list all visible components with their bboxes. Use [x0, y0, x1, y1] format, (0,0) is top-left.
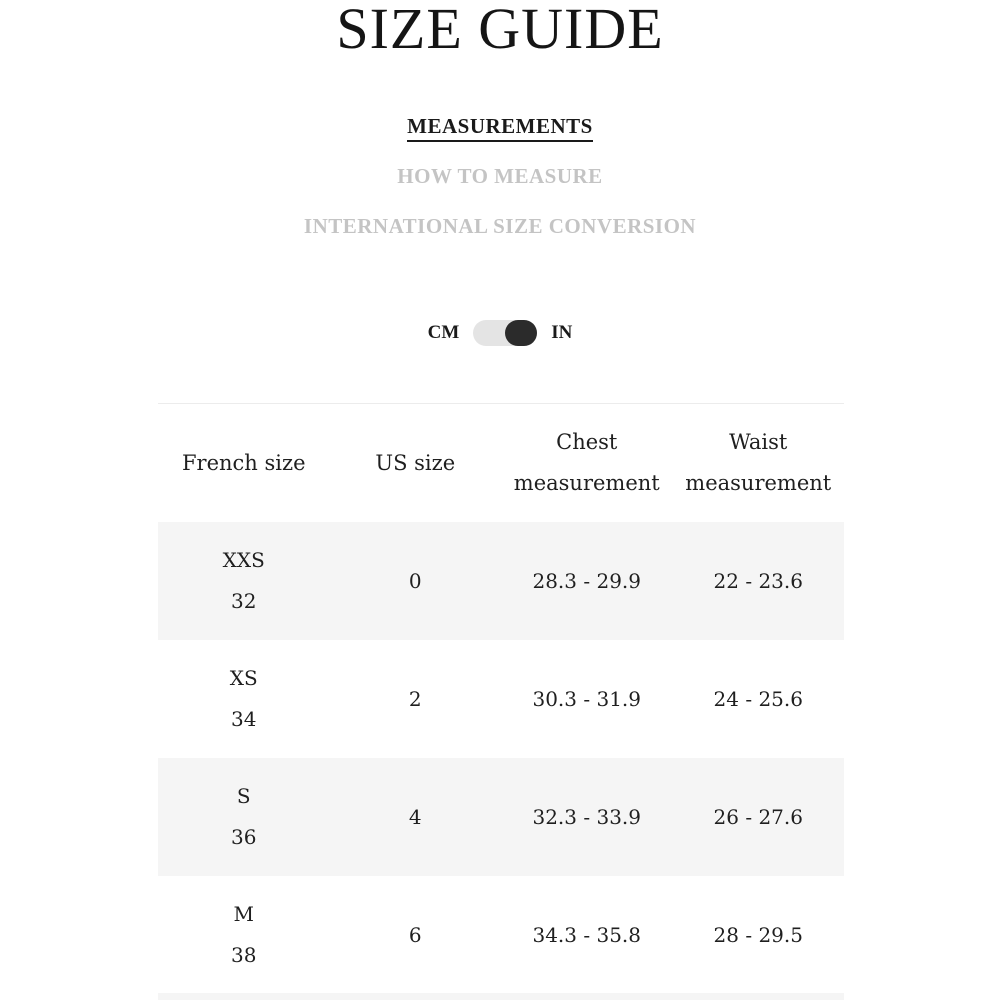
waist-value: 24 - 25.6: [713, 686, 803, 711]
waist-value: 26 - 27.6: [713, 804, 803, 829]
us-size-value: 0: [408, 568, 422, 593]
table-row: [158, 758, 844, 876]
chest-cell: [501, 876, 673, 994]
chest-cell: [501, 758, 673, 876]
size-table: [158, 403, 844, 994]
unit-in-label[interactable]: IN: [551, 322, 573, 343]
french-size-cell: [158, 522, 330, 640]
us-size-value: 6: [408, 922, 422, 947]
header-french-size: [158, 404, 330, 522]
french-size-number: 38: [231, 943, 257, 967]
chest-value: 34.3 - 35.8: [532, 922, 642, 947]
waist-cell: [673, 876, 845, 994]
waist-value: 28 - 29.5: [713, 922, 803, 947]
size-letter: S: [236, 784, 251, 808]
unit-cm-label[interactable]: CM: [427, 322, 460, 343]
tab-international-size-conversion-label: INTERNATIONAL SIZE CONVERSION: [303, 214, 697, 238]
table-row: [158, 522, 844, 640]
us-size-value: 2: [408, 686, 422, 711]
chest-value: 30.3 - 31.9: [532, 686, 642, 711]
header-waist-line2: measurement: [685, 471, 832, 495]
header-chest-line2: measurement: [513, 471, 660, 495]
waist-cell: [673, 640, 845, 758]
next-row-partial: [158, 993, 844, 1000]
table-row: [158, 640, 844, 758]
unit-switch[interactable]: [473, 320, 537, 346]
us-size-cell: [330, 522, 502, 640]
french-size-number: 34: [231, 707, 257, 731]
french-size-number: 32: [231, 589, 257, 613]
us-size-cell: [330, 640, 502, 758]
header-us-size-label: US size: [375, 450, 456, 475]
us-size-cell: [330, 758, 502, 876]
tab-measurements[interactable]: [0, 110, 1000, 160]
size-guide-tabs: [0, 110, 1000, 260]
header-waist-line1: Waist: [729, 430, 788, 454]
size-letter: XS: [229, 666, 258, 690]
tab-measurements-label: MEASUREMENTS: [407, 114, 593, 142]
chest-value: 32.3 - 33.9: [532, 804, 642, 829]
header-chest-measurement: [501, 404, 673, 522]
table-row: [158, 876, 844, 994]
unit-switch-knob: [505, 320, 537, 346]
page-title: SIZE GUIDE: [336, 0, 664, 61]
header-french-size-label: French size: [181, 450, 306, 475]
us-size-cell: [330, 876, 502, 994]
waist-value: 22 - 23.6: [713, 568, 803, 593]
chest-cell: [501, 522, 673, 640]
waist-cell: [673, 758, 845, 876]
header-waist-measurement: [673, 404, 845, 522]
waist-cell: [673, 522, 845, 640]
french-size-cell: [158, 876, 330, 994]
us-size-value: 4: [408, 804, 422, 829]
chest-value: 28.3 - 29.9: [532, 568, 642, 593]
unit-toggle: [0, 318, 1000, 348]
header-chest-line1: Chest: [556, 430, 618, 454]
header-us-size: [330, 404, 502, 522]
tab-how-to-measure-label: HOW TO MEASURE: [397, 164, 603, 188]
table-header-row: [158, 404, 844, 522]
french-size-number: 36: [231, 825, 257, 849]
tab-international-size-conversion[interactable]: [0, 210, 1000, 260]
tab-how-to-measure[interactable]: [0, 160, 1000, 210]
french-size-cell: [158, 640, 330, 758]
size-letter: M: [233, 902, 254, 926]
french-size-cell: [158, 758, 330, 876]
size-letter: XXS: [222, 548, 265, 572]
chest-cell: [501, 640, 673, 758]
